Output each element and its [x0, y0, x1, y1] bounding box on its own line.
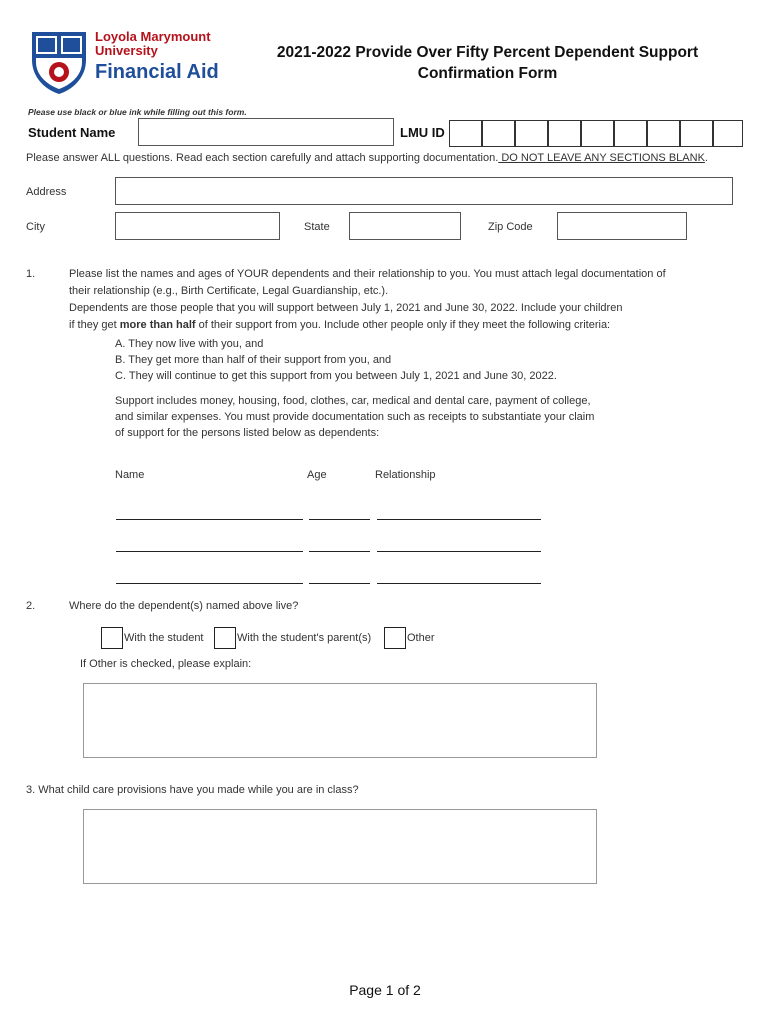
student-name-label: Student Name [28, 125, 116, 140]
form-title-line1: 2021-2022 Provide Over Fifty Percent Dependent Support [276, 44, 699, 61]
lmu-id-digit[interactable] [515, 120, 548, 147]
option-other-label: Other [407, 632, 435, 644]
q2-explain-label: If Other is checked, please explain: [80, 658, 252, 670]
address-field[interactable] [115, 177, 733, 205]
state-field[interactable] [349, 212, 461, 240]
lmu-id-digit[interactable] [680, 120, 713, 147]
q1-criterion-b: B. They get more than half of their support from you, and [115, 354, 392, 366]
q1-criterion-a: A. They now live with you, and [115, 338, 264, 350]
checkbox-other[interactable] [384, 627, 406, 649]
dependent-relationship-line[interactable] [377, 583, 541, 584]
city-field[interactable] [115, 212, 280, 240]
checkbox-with-student[interactable] [101, 627, 123, 649]
q1-number: 1. [26, 268, 36, 280]
q3-answer-field[interactable] [83, 809, 597, 884]
dependent-name-line[interactable] [116, 519, 303, 520]
shield-icon [30, 30, 88, 96]
lmu-id-digit[interactable] [713, 120, 743, 147]
q1-line4-bold: more than half [119, 319, 196, 331]
col-age-header: Age [307, 469, 327, 481]
col-name-header: Name [115, 469, 145, 481]
form-title-line2: Confirmation Form [417, 65, 558, 82]
dependent-name-line[interactable] [116, 551, 303, 552]
ink-note: Please use black or blue ink while filling out this form. [28, 107, 247, 117]
dependent-relationship-line[interactable] [377, 519, 541, 520]
logo-line1: Loyola Marymount [95, 29, 211, 44]
instructions [26, 152, 708, 164]
lmu-id-digit[interactable] [647, 120, 680, 147]
lmu-id-label: LMU ID [400, 125, 445, 140]
dependent-name-line[interactable] [116, 583, 303, 584]
lmu-id-digit[interactable] [581, 120, 614, 147]
col-relationship-header: Relationship [375, 469, 436, 481]
option-with-parents-label: With the student's parent(s) [237, 632, 372, 644]
option-with-student-label: With the student [124, 632, 204, 644]
q1-line1: Please list the names and ages of YOUR dependents and their relationship to you. You must attach legal documentation of [69, 268, 666, 280]
lmu-id-digit[interactable] [548, 120, 581, 147]
instructions-text: Please answer ALL questions. Read each section carefully and attach supporting documentation. [26, 152, 499, 164]
dependent-age-line[interactable] [309, 583, 370, 584]
page-number: Page 1 of 2 [349, 982, 421, 998]
q1-support-line3: of support for the persons listed below as dependents: [115, 427, 380, 439]
student-name-field[interactable] [138, 118, 394, 146]
zip-field[interactable] [557, 212, 687, 240]
q1-line3: Dependents are those people that you will support between July 1, 2021 and June 30, 2022. Include your children [69, 302, 623, 314]
lmu-id-digit[interactable] [449, 120, 482, 147]
dependent-age-line[interactable] [309, 519, 370, 520]
address-label: Address [26, 186, 67, 198]
q2-question: Where do the dependent(s) named above live? [69, 600, 299, 612]
q1-support-line1: Support includes money, housing, food, clothes, car, medical and dental care, payment of college, [115, 395, 591, 407]
city-label: City [26, 221, 45, 233]
dependent-relationship-line[interactable] [377, 551, 541, 552]
state-label: State [304, 221, 330, 233]
lmu-id-digit[interactable] [482, 120, 515, 147]
q1-line4-post: of their support from you. Include other people only if they meet the following criteria: [195, 319, 611, 331]
q1-line4 [69, 319, 610, 331]
dependent-age-line[interactable] [309, 551, 370, 552]
q2-explain-field[interactable] [83, 683, 597, 758]
zip-label: Zip Code [488, 221, 533, 233]
q3-question: 3. What child care provisions have you made while you are in class? [26, 784, 359, 796]
logo-line2: University [95, 43, 158, 58]
instructions-end: . [704, 152, 708, 164]
logo-line3: Financial Aid [95, 61, 219, 83]
q1-line2: their relationship (e.g., Birth Certificate, Legal Guardianship, etc.). [69, 285, 389, 297]
instructions-emphasis: DO NOT LEAVE ANY SECTIONS BLANK [498, 152, 705, 164]
lmu-logo [30, 30, 230, 100]
q2-number: 2. [26, 600, 36, 612]
q1-criterion-c: C. They will continue to get this support from you between July 1, 2021 and June 30, 2022. [115, 370, 557, 382]
q1-support-line2: and similar expenses. You must provide documentation such as receipts to substantiate your claim [115, 411, 595, 423]
checkbox-with-parents[interactable] [214, 627, 236, 649]
q1-line4-pre: if they get [69, 319, 120, 331]
lmu-id-digit[interactable] [614, 120, 647, 147]
